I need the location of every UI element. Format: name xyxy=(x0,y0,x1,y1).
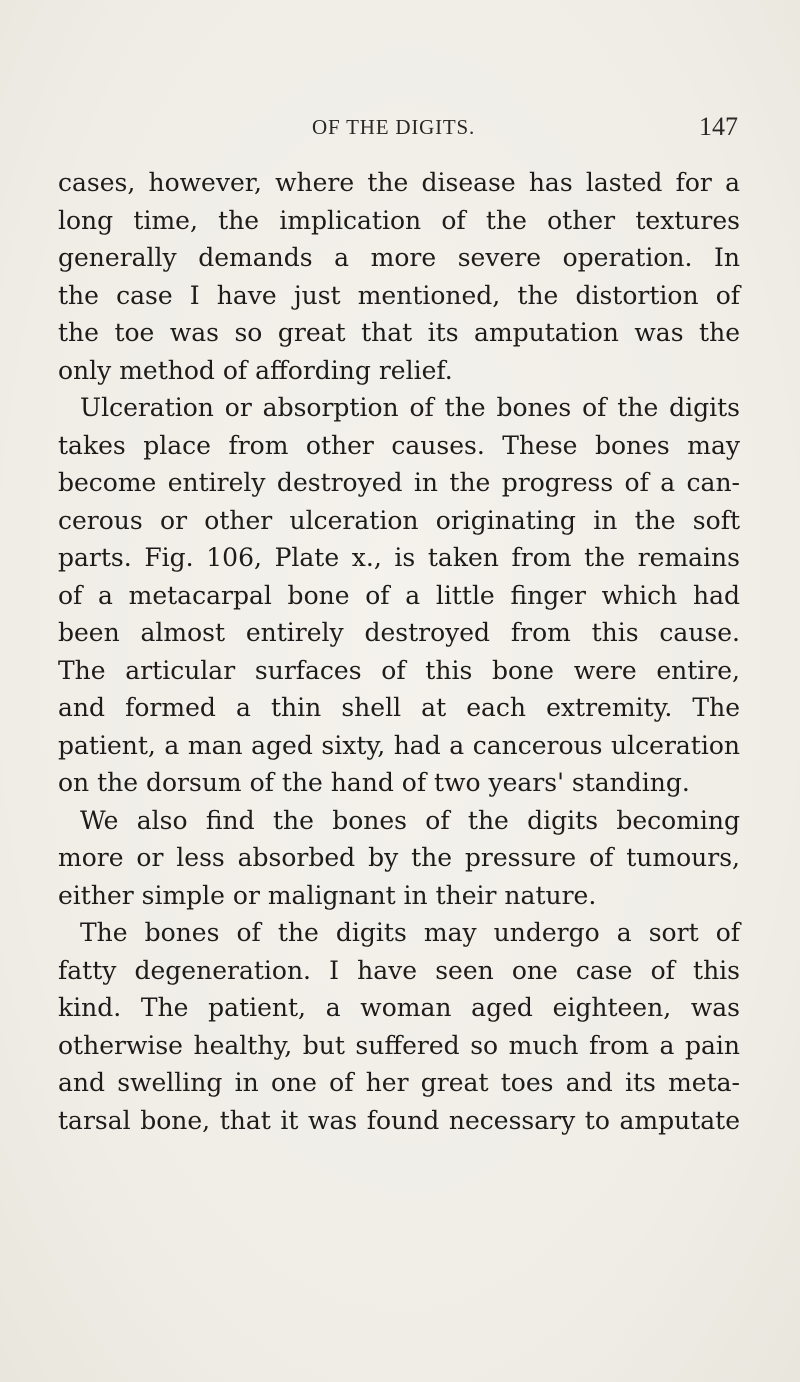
text-line: either simple or malignant in their nature. xyxy=(58,880,597,910)
text-line: Ulceration or absorption of the bones of the digits xyxy=(80,393,740,422)
text-line: and swelling in one of her great toes and its meta- xyxy=(58,1068,740,1097)
text-line: The articular surfaces of this bone were entire, xyxy=(58,655,740,685)
text-line: more or less absorbed by the pressure of tumours, xyxy=(58,843,740,872)
text-line: and formed a thin shell at each extremity. The xyxy=(58,693,740,722)
text-line: takes place from other causes. These bones may xyxy=(58,430,740,460)
text-line: cerous or other ulceration originating in the soft xyxy=(58,505,740,535)
body-text xyxy=(58,164,740,1139)
text-line: otherwise healthy, but suffered so much from a pain xyxy=(58,1030,740,1060)
text-line: fatty degeneration. I have seen one case of this xyxy=(58,955,740,985)
text-line: kind. The patient, a woman aged eighteen, was xyxy=(58,993,740,1022)
text-line: been almost entirely destroyed from this cause. xyxy=(58,618,740,647)
text-line: tarsal bone, that it was found necessary to amputate xyxy=(58,1105,740,1135)
text-line: the toe was so great that its amputation was the xyxy=(58,318,740,347)
page-header xyxy=(58,112,738,148)
text-line: parts. Fig. 106, Plate x., is taken from the remains xyxy=(58,543,740,572)
text-line: the case I have just mentioned, the distortion of xyxy=(58,280,740,310)
text-line: of a metacarpal bone of a little finger which had xyxy=(58,580,740,610)
page-number: 147 xyxy=(699,112,738,141)
text-line: on the dorsum of the hand of two years' standing. xyxy=(58,768,690,797)
text-line: only method of affording relief. xyxy=(58,355,453,385)
text-line: The bones of the digits may undergo a sort of xyxy=(80,918,740,947)
text-line: become entirely destroyed in the progress of a can- xyxy=(58,468,740,497)
text-line: We also find the bones of the digits becoming xyxy=(80,805,740,835)
text-line: long time, the implication of the other textures xyxy=(58,205,740,235)
running-head: OF THE DIGITS. xyxy=(312,115,476,139)
text-line: generally demands a more severe operation. In xyxy=(58,243,740,272)
text-line: patient, a man aged sixty, had a cancerous ulceration xyxy=(58,730,740,760)
text-line: cases, however, where the disease has lasted for a xyxy=(58,168,740,197)
